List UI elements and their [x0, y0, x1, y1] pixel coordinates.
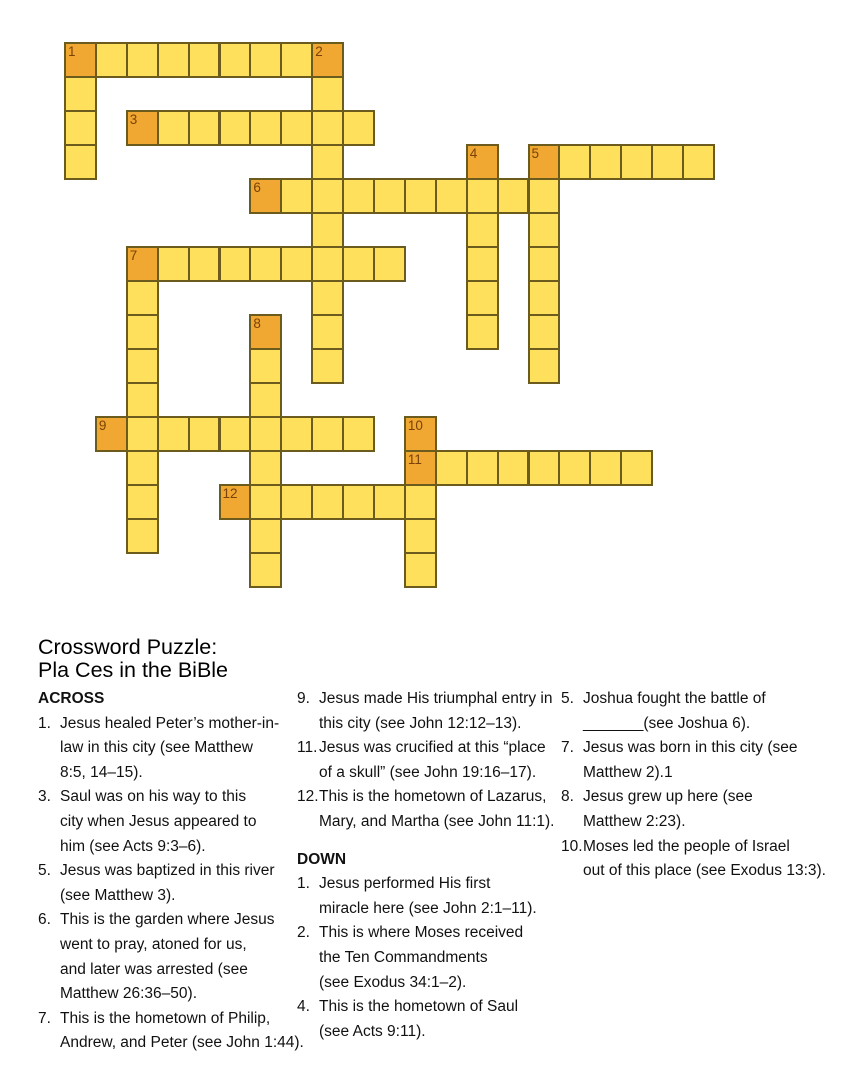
- clue-line: Matthew 2).1: [583, 763, 673, 781]
- clue-line: Joshua fought the battle of: [583, 690, 766, 707]
- clue-item: [561, 835, 851, 884]
- grid-cell[interactable]: [249, 348, 282, 384]
- clue-number: 6.: [38, 911, 51, 929]
- grid-cell[interactable]: [466, 212, 499, 248]
- grid-cell[interactable]: [466, 314, 499, 350]
- grid-cell[interactable]: [249, 518, 282, 554]
- grid-cell[interactable]: [95, 42, 128, 78]
- clue-item: [38, 785, 293, 859]
- grid-cell[interactable]: [126, 348, 159, 384]
- clue-line: This is the hometown of Philip,: [60, 1009, 271, 1027]
- grid-cell[interactable]: [126, 280, 159, 316]
- grid-cell[interactable]: [404, 178, 437, 214]
- grid-cell[interactable]: [249, 382, 282, 418]
- grid-cell-numbered[interactable]: [219, 484, 252, 520]
- grid-cell[interactable]: [311, 212, 344, 248]
- grid-cell[interactable]: [528, 212, 561, 248]
- clue-line: (see Acts 9:11).: [319, 1022, 426, 1040]
- grid-cell[interactable]: [249, 246, 282, 282]
- clue-line: the Ten Commandments: [319, 948, 488, 966]
- grid-cell[interactable]: [311, 280, 344, 316]
- page-title-line1: Crossword Puzzle:: [38, 635, 218, 659]
- grid-cell-numbered[interactable]: [311, 42, 344, 78]
- grid-cell[interactable]: [249, 484, 282, 520]
- grid-cell[interactable]: [64, 76, 97, 112]
- clue-item: [297, 921, 557, 995]
- grid-cell[interactable]: [311, 144, 344, 180]
- grid-cell[interactable]: [249, 110, 282, 146]
- grid-cell[interactable]: [311, 314, 344, 350]
- clue-number: 8.: [561, 788, 574, 806]
- clue-line: out of this place (see Exodus 13:3).: [583, 862, 826, 880]
- clue-item: [38, 712, 293, 786]
- grid-cell[interactable]: [249, 552, 282, 588]
- clue-line: Saul was on his way to this: [60, 788, 247, 806]
- grid-cell[interactable]: [528, 314, 561, 350]
- clue-line: Matthew 2:23).: [583, 812, 686, 830]
- grid-cell[interactable]: [280, 178, 313, 214]
- clue-line: Jesus performed His first: [319, 875, 491, 893]
- cell-number: 6: [253, 180, 261, 195]
- clue-line: this city (see John 12:12–13).: [319, 714, 522, 732]
- grid-cell-numbered[interactable]: [528, 144, 561, 180]
- clue-line: Matthew 26:36–50).: [60, 985, 198, 1003]
- grid-cell-numbered[interactable]: [249, 314, 282, 350]
- cell-number: 11: [407, 452, 422, 467]
- clue-number: 11.: [297, 739, 318, 757]
- grid-cell[interactable]: [342, 178, 375, 214]
- grid-cell[interactable]: [311, 110, 344, 146]
- cell-number: 1: [68, 44, 76, 59]
- clue-line: went to pray, atoned for us,: [60, 935, 247, 953]
- grid-cell[interactable]: [157, 42, 190, 78]
- clue-number: 1.: [38, 714, 51, 732]
- grid-cell[interactable]: [126, 484, 159, 520]
- clue-line: This is the hometown of Saul: [319, 998, 519, 1016]
- clues-column-across: [38, 687, 304, 1056]
- clue-line: of a skull” (see John 19:16–17).: [319, 763, 537, 781]
- grid-cell-numbered[interactable]: [95, 416, 128, 452]
- grid-cell[interactable]: [620, 144, 653, 180]
- grid-cell[interactable]: [435, 450, 468, 486]
- grid-cell[interactable]: [188, 246, 221, 282]
- grid-cell[interactable]: [219, 416, 252, 452]
- grid-cell[interactable]: [682, 144, 715, 180]
- grid-cell-numbered[interactable]: [249, 178, 282, 214]
- clues-section-header: ACROSS: [38, 690, 105, 707]
- clue-item: [561, 736, 851, 785]
- grid-cell[interactable]: [64, 144, 97, 180]
- cell-number: 4: [469, 146, 478, 161]
- grid-cell[interactable]: [126, 314, 159, 350]
- clue-line: Jesus grew up here (see: [583, 788, 753, 806]
- grid-cell[interactable]: [651, 144, 684, 180]
- clue-line: Jesus was crucified at this “place: [319, 739, 546, 757]
- grid-cell[interactable]: [373, 246, 406, 282]
- grid-cell[interactable]: [466, 450, 499, 486]
- grid-cell[interactable]: [280, 42, 313, 78]
- grid-cell[interactable]: [589, 144, 622, 180]
- cell-number: 10: [407, 418, 423, 433]
- clue-number: 7.: [38, 1009, 51, 1027]
- grid-cell[interactable]: [157, 246, 190, 282]
- clue-line: This is the hometown of Lazarus,: [319, 788, 547, 806]
- cell-number: 2: [315, 44, 323, 59]
- grid-cell[interactable]: [311, 76, 344, 112]
- cell-number: 12: [222, 486, 238, 501]
- grid-cell[interactable]: [528, 450, 561, 486]
- page-title: [38, 636, 228, 681]
- clue-item: [297, 785, 557, 834]
- grid-cell[interactable]: [157, 416, 190, 452]
- grid-cell[interactable]: [64, 110, 97, 146]
- grid-cell[interactable]: [280, 416, 313, 452]
- grid-cell[interactable]: [157, 110, 190, 146]
- grid-cell[interactable]: [404, 518, 437, 554]
- grid-cell[interactable]: [311, 246, 344, 282]
- clue-line: city when Jesus appeared to: [60, 812, 257, 830]
- grid-cell[interactable]: [311, 416, 344, 452]
- clue-line: Jesus healed Peter’s mother-in-: [60, 714, 280, 732]
- page-title-line2: Pla Ces in the BiBle: [38, 657, 229, 682]
- grid-cell-numbered[interactable]: [126, 246, 159, 282]
- grid-cell[interactable]: [188, 416, 221, 452]
- grid-cell[interactable]: [280, 110, 313, 146]
- grid-cell[interactable]: [311, 348, 344, 384]
- grid-cell[interactable]: [466, 280, 499, 316]
- grid-cell[interactable]: [126, 382, 159, 418]
- clue-item: [561, 785, 851, 834]
- clue-line: Jesus was baptized in this river: [60, 862, 275, 880]
- clue-line: This is where Moses received: [319, 924, 524, 942]
- grid-cell[interactable]: [404, 484, 437, 520]
- grid-cell[interactable]: [249, 42, 282, 78]
- clue-line: him (see Acts 9:3–6).: [60, 837, 206, 855]
- clue-item: [38, 859, 293, 908]
- grid-cell[interactable]: [589, 450, 622, 486]
- clues-section-header: DOWN: [297, 850, 347, 868]
- grid-cell[interactable]: [435, 178, 468, 214]
- grid-cell[interactable]: [219, 246, 252, 282]
- clue-line: law in this city (see Matthew: [60, 739, 253, 757]
- grid-cell[interactable]: [126, 42, 159, 78]
- cell-number: 7: [129, 248, 138, 263]
- clue-item: [297, 687, 557, 736]
- clue-line: Moses led the people of Israel: [583, 837, 790, 855]
- grid-cell[interactable]: [528, 280, 561, 316]
- grid-cell[interactable]: [497, 178, 530, 214]
- grid-cell-numbered[interactable]: [466, 144, 499, 180]
- clue-item: [38, 908, 293, 1006]
- grid-cell[interactable]: [342, 246, 375, 282]
- clue-item: [297, 995, 557, 1044]
- clue-number: 1.: [297, 875, 310, 893]
- grid-cell[interactable]: [558, 450, 591, 486]
- grid-cell[interactable]: [528, 348, 561, 384]
- grid-cell[interactable]: [126, 416, 159, 452]
- grid-cell[interactable]: [280, 484, 313, 520]
- clue-line: Jesus was born in this city (see: [583, 739, 798, 757]
- clue-line: Mary, and Martha (see John 11:1).: [319, 812, 555, 830]
- grid-cell[interactable]: [342, 110, 375, 146]
- clue-item: [297, 872, 557, 921]
- grid-cell[interactable]: [126, 450, 159, 486]
- clue-item: [297, 736, 557, 785]
- clue-line: Andrew, and Peter (see John 1:44).: [60, 1034, 304, 1052]
- clue-number: 5.: [38, 862, 51, 880]
- grid-cell[interactable]: [404, 552, 437, 588]
- grid-cell[interactable]: [342, 416, 375, 452]
- grid-cell[interactable]: [558, 144, 591, 180]
- clue-line: This is the garden where Jesus: [60, 911, 275, 929]
- clue-number: 3.: [38, 788, 51, 806]
- clue-number: 4.: [297, 998, 310, 1016]
- clues-column-middle: [297, 687, 557, 1044]
- grid-cell[interactable]: [620, 450, 653, 486]
- grid-cell[interactable]: [373, 178, 406, 214]
- grid-cell[interactable]: [249, 416, 282, 452]
- clue-line: and later was arrested (see: [60, 960, 248, 978]
- cell-number: 8: [253, 316, 261, 331]
- clue-number: 9.: [297, 690, 310, 707]
- grid-cell[interactable]: [188, 42, 221, 78]
- clue-line: miracle here (see John 2:1–11).: [319, 899, 537, 917]
- grid-cell-numbered[interactable]: [64, 42, 97, 78]
- grid-cell[interactable]: [249, 450, 282, 486]
- grid-cell[interactable]: [311, 178, 344, 214]
- grid-cell[interactable]: [373, 484, 406, 520]
- clue-number: 5.: [561, 690, 574, 707]
- grid-cell[interactable]: [342, 484, 375, 520]
- grid-cell[interactable]: [466, 178, 499, 214]
- clue-item: [561, 687, 851, 736]
- clue-number: 7.: [561, 739, 574, 757]
- cell-number: 9: [98, 418, 107, 433]
- clue-line: (see Exodus 34:1–2).: [319, 973, 467, 991]
- grid-cell[interactable]: [528, 178, 561, 214]
- clue-line: _______(see Joshua 6).: [583, 714, 751, 732]
- clue-line: 8:5, 14–15).: [60, 763, 143, 781]
- cell-number: 5: [531, 146, 540, 161]
- grid-cell[interactable]: [188, 110, 221, 146]
- clue-number: 12.: [297, 788, 319, 806]
- grid-cell-numbered[interactable]: [404, 450, 437, 486]
- cell-number: 3: [129, 112, 138, 127]
- clues-column-down: [561, 687, 851, 884]
- grid-cell[interactable]: [219, 110, 252, 146]
- clue-item: [38, 1007, 304, 1056]
- clue-number: 2.: [297, 924, 310, 942]
- grid-cell[interactable]: [280, 246, 313, 282]
- grid-cell[interactable]: [126, 518, 159, 554]
- grid-cell[interactable]: [311, 484, 344, 520]
- grid-cell-numbered[interactable]: [404, 416, 437, 452]
- grid-cell[interactable]: [219, 42, 252, 78]
- clue-line: (see Matthew 3).: [60, 886, 176, 904]
- grid-cell[interactable]: [497, 450, 530, 486]
- grid-cell[interactable]: [528, 246, 561, 282]
- grid-cell-numbered[interactable]: [126, 110, 159, 146]
- clue-line: Jesus made His triumphal entry in: [319, 690, 553, 707]
- grid-cell[interactable]: [466, 246, 499, 282]
- clue-number: 10.: [561, 837, 583, 855]
